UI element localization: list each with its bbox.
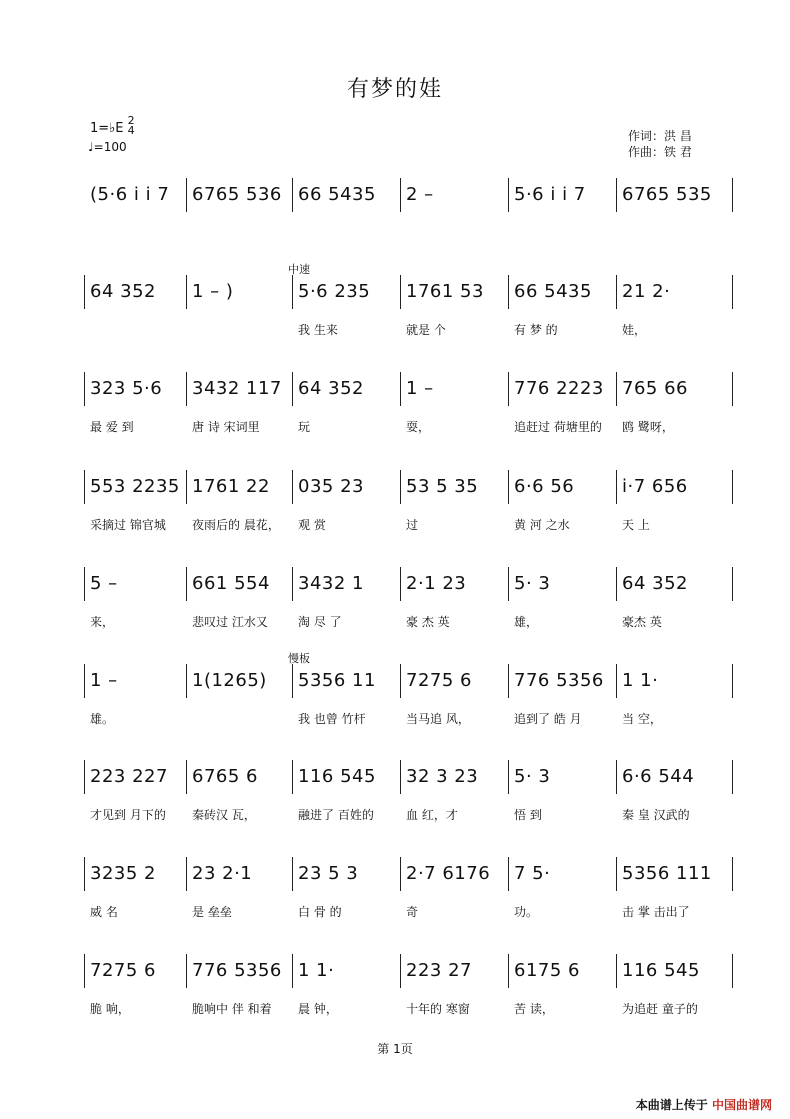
upload-credit (636, 1096, 772, 1113)
measure-notes: 53 5 35 (406, 476, 479, 497)
page-number: 第 1页 (377, 1042, 413, 1056)
bar-line (732, 664, 733, 698)
bar-line (508, 372, 509, 406)
song-title: 有梦的娃 (346, 77, 443, 102)
measure-notes: 1761 53 (406, 281, 484, 302)
bar-line (508, 760, 509, 794)
bar-line (400, 470, 401, 504)
bar-line (400, 178, 401, 212)
score-system (84, 372, 732, 442)
measure-notes: 6175 6 (514, 960, 580, 981)
bar-line (292, 470, 293, 504)
site-logo: 中国曲谱网 (711, 1098, 772, 1112)
bar-line (508, 857, 509, 891)
bar-line (292, 372, 293, 406)
lyric-text: 玩 (298, 420, 311, 434)
lyric-text: 夜雨后的 晨花， (192, 518, 280, 532)
bar-line (186, 567, 187, 601)
measure-notes: 116 545 (622, 960, 700, 981)
bar-line (186, 275, 187, 309)
measure-notes: 32 3 23 (406, 766, 479, 787)
measure-notes: 5 – (90, 573, 118, 594)
measure-notes: 6·6 56 (514, 476, 575, 497)
lyric-text: 为追赶 童子的 (622, 1002, 698, 1016)
bar-line (186, 664, 187, 698)
bar-line (84, 275, 85, 309)
lyric-text: 唐 诗 宋词里 (192, 420, 260, 434)
bar-line (186, 372, 187, 406)
bar-line (292, 760, 293, 794)
measure-notes: (5·6 i i 7 (90, 184, 170, 205)
key-signature (90, 116, 135, 136)
measure-notes: 5·6 235 (298, 281, 371, 302)
bar-line (292, 954, 293, 988)
bar-line (616, 178, 617, 212)
bar-line (292, 275, 293, 309)
time-sig-top: 2 (127, 114, 135, 127)
bar-line (400, 954, 401, 988)
measure-notes: 2·7 6176 (406, 863, 491, 884)
tempo-mark: 中速 (288, 263, 310, 276)
score-system (84, 178, 732, 248)
measure-notes: 66 5435 (514, 281, 592, 302)
lyric-text: 我 生来 (298, 323, 338, 337)
lyric-text: 白 骨 的 (298, 905, 342, 919)
bar-line (732, 275, 733, 309)
measure-notes: 23 2·1 (192, 863, 253, 884)
measure-notes: i·7 656 (622, 476, 688, 497)
measure-notes: 323 5·6 (90, 378, 163, 399)
bar-line (84, 372, 85, 406)
lyric-text: 秦砖汉 瓦， (192, 808, 256, 822)
lyric-text: 最 爱 到 (90, 420, 134, 434)
tempo-marking: ♩=100 (88, 140, 127, 154)
measure-notes: 5·6 i i 7 (514, 184, 586, 205)
bar-line (508, 954, 509, 988)
bar-line (400, 664, 401, 698)
lyric-text: 晨 钟， (298, 1002, 338, 1016)
lyric-text: 脆 响， (90, 1002, 130, 1016)
measure-notes: 1 1· (622, 670, 659, 691)
bar-line (616, 275, 617, 309)
measure-notes: 223 227 (90, 766, 168, 787)
measure-notes: 3432 117 (192, 378, 282, 399)
lyric-text: 过 (406, 518, 419, 532)
measure-notes: 7275 6 (406, 670, 472, 691)
bar-line (186, 857, 187, 891)
bar-line (508, 178, 509, 212)
lyric-text: 雄， (514, 615, 539, 629)
lyric-text: 苦 读， (514, 1002, 554, 1016)
bar-line (84, 664, 85, 698)
bar-line (616, 664, 617, 698)
bar-line (616, 857, 617, 891)
measure-notes: 3432 1 (298, 573, 364, 594)
bar-line (84, 857, 85, 891)
bar-line (732, 760, 733, 794)
credits (628, 128, 692, 160)
measure-notes: 7275 6 (90, 960, 156, 981)
bar-line (732, 178, 733, 212)
lyric-text: 功。 (514, 905, 539, 919)
measure-notes: 23 5 3 (298, 863, 359, 884)
bar-line (186, 954, 187, 988)
measure-notes: 2 – (406, 184, 434, 205)
tempo-mark: 慢板 (288, 652, 310, 665)
lyric-text: 有 梦 的 (514, 323, 558, 337)
bar-line (508, 567, 509, 601)
bar-line (400, 275, 401, 309)
measure-notes: 661 554 (192, 573, 270, 594)
bar-line (508, 470, 509, 504)
score-system (84, 263, 732, 345)
measure-notes: 3235 2 (90, 863, 156, 884)
lyric-text: 豪 杰 英 (406, 615, 450, 629)
measure-notes: 776 5356 (514, 670, 604, 691)
bar-line (732, 567, 733, 601)
lyric-text: 耍， (406, 420, 431, 434)
bar-line (400, 760, 401, 794)
lyric-text: 才见到 月下的 (90, 808, 166, 822)
measure-notes: 5· 3 (514, 573, 551, 594)
lyric-text: 追赶过 荷塘里的 (514, 420, 602, 434)
measure-notes: 1(1265) (192, 670, 267, 691)
measure-notes: 5356 111 (622, 863, 712, 884)
measure-notes: 553 2235 (90, 476, 180, 497)
bar-line (400, 857, 401, 891)
score-system (84, 954, 732, 1024)
measure-notes: 1 – (406, 378, 434, 399)
measure-notes: 6·6 544 (622, 766, 695, 787)
composer: 作曲：铁 君 (628, 145, 692, 159)
lyric-text: 脆响中 伴 和着 (192, 1002, 272, 1016)
lyric-text: 击 掌 击出了 (622, 905, 690, 919)
lyric-text: 威 名 (90, 905, 118, 919)
measure-notes: 6765 535 (622, 184, 712, 205)
measure-notes: 035 23 (298, 476, 364, 497)
bar-line (616, 567, 617, 601)
measure-notes: 776 2223 (514, 378, 604, 399)
lyricist: 作词：洪 昌 (628, 129, 692, 143)
measure-notes: 5356 11 (298, 670, 376, 691)
measure-notes: 776 5356 (192, 960, 282, 981)
lyric-text: 鸥 鹭呀， (622, 420, 674, 434)
lyric-text: 黄 河 之水 (514, 518, 570, 532)
lyric-text: 我 也曾 竹杆 (298, 712, 366, 726)
lyric-text: 十年的 寒窗 (406, 1002, 470, 1016)
lyric-text: 娃， (622, 323, 647, 337)
bar-line (616, 760, 617, 794)
bar-line (84, 760, 85, 794)
lyric-text: 血 红，才 (406, 808, 458, 822)
bar-line (292, 664, 293, 698)
measure-notes: 66 5435 (298, 184, 376, 205)
measure-notes: 223 27 (406, 960, 472, 981)
bar-line (616, 954, 617, 988)
measure-notes: 1761 22 (192, 476, 270, 497)
lyric-text: 当 空， (622, 712, 662, 726)
lyric-text: 悲叹过 江水又 (192, 615, 268, 629)
bar-line (508, 275, 509, 309)
lyric-text: 雄。 (90, 712, 115, 726)
lyric-text: 悟 到 (514, 808, 542, 822)
measure-notes: 5· 3 (514, 766, 551, 787)
bar-line (400, 567, 401, 601)
bar-line (186, 470, 187, 504)
key-text: 1=♭E (90, 121, 124, 136)
bar-line (84, 567, 85, 601)
lyric-text: 当马追 风， (406, 712, 470, 726)
bar-line (292, 178, 293, 212)
measure-notes: 1 – ) (192, 281, 234, 302)
score-system (84, 857, 732, 927)
measure-notes: 7 5· (514, 863, 551, 884)
bar-line (292, 857, 293, 891)
score-system (84, 567, 732, 637)
bar-line (508, 664, 509, 698)
lyric-text: 秦 皇 汉武的 (622, 808, 690, 822)
lyric-text: 奇 (406, 905, 419, 919)
lyric-text: 天 上 (622, 518, 650, 532)
bar-line (84, 470, 85, 504)
measure-notes: 64 352 (90, 281, 156, 302)
measure-notes: 765 66 (622, 378, 688, 399)
lyric-text: 来， (90, 615, 115, 629)
measure-notes: 1 1· (298, 960, 335, 981)
bar-line (84, 954, 85, 988)
bar-line (732, 857, 733, 891)
score-system (84, 652, 732, 734)
measure-notes: 2·1 23 (406, 573, 467, 594)
bar-line (732, 954, 733, 988)
measure-notes: 6765 536 (192, 184, 282, 205)
measure-notes: 64 352 (622, 573, 688, 594)
lyric-text: 观 赏 (298, 518, 326, 532)
measure-notes: 64 352 (298, 378, 364, 399)
time-sig-bottom: 4 (127, 124, 135, 137)
upload-text: 本曲谱上传于 (635, 1098, 708, 1112)
lyric-text: 融进了 百姓的 (298, 808, 374, 822)
lyric-text: 就是 个 (406, 323, 446, 337)
bar-line (292, 567, 293, 601)
measure-notes: 1 – (90, 670, 118, 691)
time-signature (128, 116, 135, 136)
bar-line (616, 372, 617, 406)
bar-line (732, 470, 733, 504)
lyric-text: 追到了 皓 月 (514, 712, 582, 726)
measure-notes: 6765 6 (192, 766, 258, 787)
lyric-text: 是 垒垒 (192, 905, 232, 919)
score-system (84, 760, 732, 830)
lyric-text: 豪杰 英 (622, 615, 662, 629)
lyric-text: 淘 尽 了 (298, 615, 342, 629)
bar-line (400, 372, 401, 406)
measure-notes: 116 545 (298, 766, 376, 787)
bar-line (732, 372, 733, 406)
bar-line (186, 178, 187, 212)
lyric-text: 采摘过 锦官城 (90, 518, 166, 532)
bar-line (186, 760, 187, 794)
score-system (84, 470, 732, 540)
bar-line (616, 470, 617, 504)
measure-notes: 21 2· (622, 281, 671, 302)
